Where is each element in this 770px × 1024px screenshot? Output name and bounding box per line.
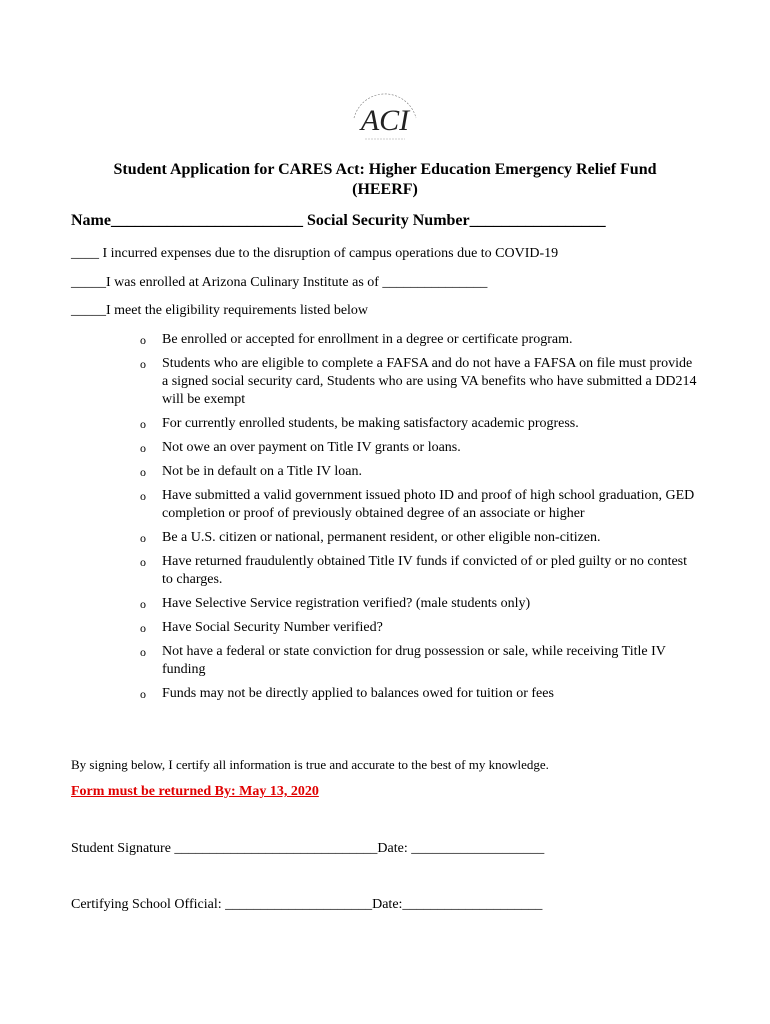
list-item: o Students who are eligible to complete a FAFSA and do not have a FAFSA on file must provide a signed social security card, Students who are using VA benefits who have submitted a DD214 will be exempt [140, 356, 697, 407]
bullet-icon: o [140, 597, 146, 611]
form-title [0, 160, 770, 200]
list-item: o Have submitted a valid government issued photo ID and proof of high school graduation, GED completion or proof of previously obtained degree of an associate or higher [140, 488, 695, 521]
list-item: o For currently enrolled students, be making satisfactory academic progress. [140, 416, 579, 431]
list-item: o Be enrolled or accepted for enrollment in a degree or certificate program. [140, 332, 573, 347]
aci-logo [340, 78, 430, 146]
title-line-1: Student Application for CARES Act: Higher Education Emergency Relief Fund [113, 161, 657, 178]
list-item: o Not be in default on a Title IV loan. [140, 464, 362, 479]
check-enrolled[interactable]: _____I was enrolled at Arizona Culinary Institute as of _______________ [71, 275, 488, 290]
list-item: o Have Selective Service registration verified? (male students only) [140, 596, 531, 611]
check-expenses[interactable]: ____ I incurred expenses due to the disruption of campus operations due to COVID-19 [71, 246, 559, 261]
logo-letters: ACI [360, 104, 410, 137]
student-signature-field[interactable]: Student Signature _____________________________Date: ___________________ [71, 841, 545, 856]
list-item: o Not owe an over payment on Title IV grants or loans. [140, 440, 461, 455]
official-signature-field[interactable]: Certifying School Official: _____________________Date:____________________ [71, 897, 543, 912]
bullet-icon: o [140, 621, 146, 635]
bullet-icon: o [140, 645, 146, 659]
list-item: o Be a U.S. citizen or national, permanent resident, or other eligible non-citizen. [140, 530, 601, 545]
bullet-icon: o [140, 441, 146, 455]
deadline-notice: Form must be returned By: May 13, 2020 [71, 784, 319, 799]
certification-statement: By signing below, I certify all information is true and accurate to the best of my knowledge. [71, 757, 549, 772]
bullet-icon: o [140, 531, 146, 545]
bullet-icon: o [140, 357, 146, 371]
list-item: o Have returned fraudulently obtained Title IV funds if convicted of or pled guilty or no contest to charges. [140, 554, 688, 587]
title-line-2: (HEERF) [352, 181, 418, 198]
check-eligibility[interactable]: _____I meet the eligibility requirements listed below [71, 303, 369, 318]
list-item: o Have Social Security Number verified? [140, 620, 383, 635]
bullet-icon: o [140, 687, 146, 701]
bullet-icon: o [140, 489, 146, 503]
bullet-icon: o [140, 417, 146, 431]
requirements-list [140, 331, 700, 709]
list-item: o Not have a federal or state conviction for drug possession or sale, while receiving Title IV funding [140, 644, 666, 677]
list-item: o Funds may not be directly applied to balances owed for tuition or fees [140, 686, 554, 701]
bullet-icon: o [140, 333, 146, 347]
bullet-icon: o [140, 555, 146, 569]
name-ssn-field[interactable]: Name________________________ Social Security Number_________________ [71, 212, 606, 229]
bullet-icon: o [140, 465, 146, 479]
